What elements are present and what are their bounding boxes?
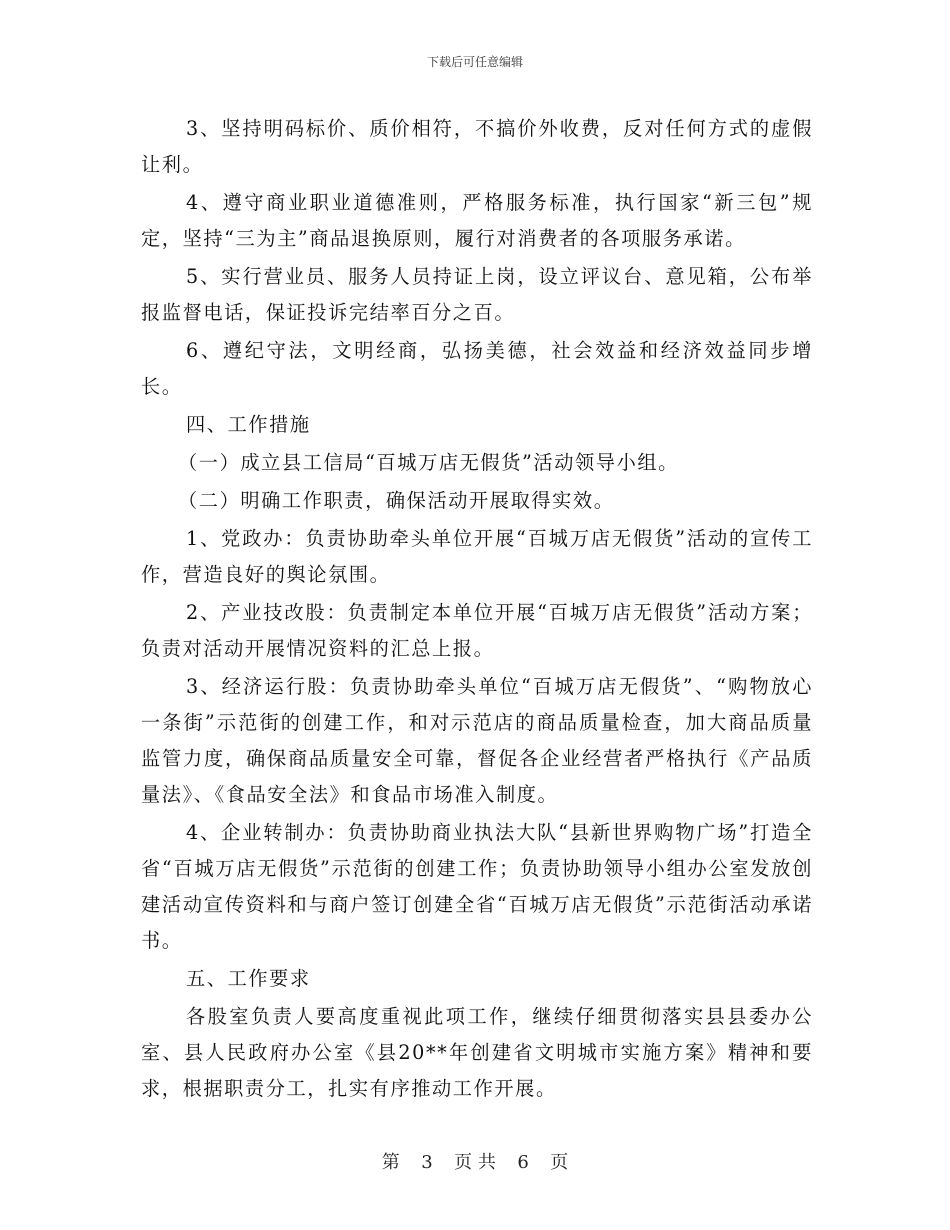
total-pages-number: 6 <box>517 1152 529 1173</box>
subsection-heading-1: （一）成立县工信局“百城万店无假货”活动领导小组。 <box>178 451 679 474</box>
duty-item-party-office: 1、党政办：负责协助牵头单位开展“百城万店无假货”活动的宣传工作，营造良好的舆论氛围。 <box>141 527 813 586</box>
current-page-number: 3 <box>421 1152 433 1173</box>
duty-item-industry-tech: 2、产业技改股：负责制定本单位开展“百城万店无假货”活动方案；负责对活动开展情况资料的汇总上报。 <box>141 601 813 660</box>
page-footer <box>0 1148 950 1174</box>
page-header: 下载后可任意编辑 <box>426 55 523 69</box>
section-heading-requirements: 五、工作要求 <box>186 967 311 990</box>
duty-item-economic-operation: 3、经济运行股：负责协助牵头单位“百城万店无假货”、“购物放心一条街”示范街的创建工作，和对示范店的商品质量检查，加大商品质量监管力度，确保商品质量安全可靠，督促各企业经营者严格执行《产品质量法》、《食品安全法》和食品市场准入制度。 <box>141 675 813 806</box>
section-heading-measures: 四、工作措施 <box>186 413 311 436</box>
paragraph-item-5: 5、实行营业员、服务人员持证上岗，设立评议台、意见箱，公布举报监督电话，保证投诉完结率百分之百。 <box>141 265 813 324</box>
document-body <box>141 111 813 1109</box>
paragraph-item-3: 3、坚持明码标价、质价相符，不搞价外收费，反对任何方式的虚假让利。 <box>141 117 813 176</box>
paragraph-item-4: 4、遵守商业职业道德准则，严格服务标准，执行国家“新三包”规定，坚持“三为主”商品退换原则，履行对消费者的各项服务承诺。 <box>141 191 813 250</box>
duty-item-enterprise-reform: 4、企业转制办：负责协助商业执法大队“县新世界购物广场”打造全省“百城万店无假货”示范街的创建工作；负责协助领导小组办公室发放创建活动宣传资料和与商户签订创建全省“百城万店无假货”示范街活动承诺书。 <box>141 821 813 952</box>
footer-prefix: 第 <box>381 1152 400 1173</box>
subsection-heading-2: （二）明确工作职责，确保活动开展取得实效。 <box>178 489 615 512</box>
paragraph-item-6: 6、遵纪守法，文明经商，弘扬美德，社会效益和经济效益同步增长。 <box>141 339 813 398</box>
footer-middle: 页 共 <box>454 1152 496 1173</box>
footer-suffix: 页 <box>550 1152 569 1173</box>
requirements-paragraph: 各股室负责人要高度重视此项工作，继续仔细贯彻落实县县委办公室、县人民政府办公室《县20**年创建省文明城市实施方案》精神和要求，根据职责分工，扎实有序推动工作开展。 <box>141 1005 813 1100</box>
